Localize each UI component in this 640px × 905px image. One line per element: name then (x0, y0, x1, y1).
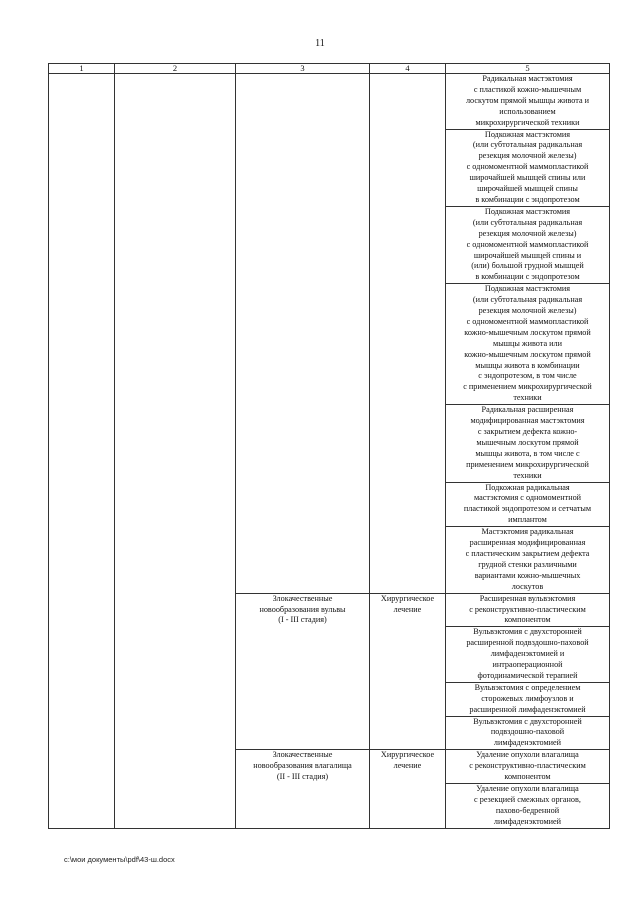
treatment-method-cell: Радикальная расширенная модифицированная мастэктомия с закрытием дефекта кожно- мышечным лоскутом прямой мышцы живота, в том числе с применением микрохирургической техники (446, 405, 610, 482)
page-number: 11 (315, 38, 325, 49)
treatment-method-cell: Мастэктомия радикальная расширенная модифицированная с пластическим закрытием дефекта грудной стенки различными вариантами кожно-мышечных лоскутов (446, 527, 610, 593)
treatment-method-cell: Подкожная мастэктомия (или субтотальная радикальная резекция молочной железы) с одномоментной маммопластикой широчайшей мышцей спины или широчайшей мышцей спины в комбинации с эндопротезом (446, 129, 610, 206)
diagnosis-cell: Злокачественные новообразования вульвы (I - III стадия) (236, 593, 370, 750)
treatment-method-cell: Удаление опухоли влагалища с реконструктивно-пластическим компонентом (446, 750, 610, 784)
column-number-4: 4 (370, 64, 446, 74)
treatment-method-cell: Подкожная радикальная мастэктомия с одномоментной пластикой эндопротезом и сетчатым имплантом (446, 482, 610, 527)
table-row (49, 74, 610, 130)
treatment-method-cell: Вульвэктомия с двухсторонней подвздошно-паховой лимфаденэктомией (446, 716, 610, 750)
column-number-2: 2 (115, 64, 236, 74)
diagnosis-cell: Злокачественные новообразования влагалища (II - III стадия) (236, 750, 370, 828)
treatment-method-cell: Удаление опухоли влагалища с резекцией смежных органов, пахово-бедренной лимфаденэктомией (446, 784, 610, 829)
col2-cell (115, 74, 236, 829)
treatment-method-cell: Подкожная мастэктомия (или субтотальная радикальная резекция молочной железы) с одномоментной маммопластикой кожно-мышечным лоскутом прямой мышцы живота или кожно-мышечным лоскутом прямой мышцы живота в комбинации с эндопротезом, в том числе с применением микрохирургической техники (446, 284, 610, 405)
treatment-method-cell: Вульвэктомия с двухсторонней расширенной подвздошно-паховой лимфаденэктомией и интраоперационной фотодинамической терапией (446, 627, 610, 683)
treatment-type-cell: Хирургическое лечение (370, 750, 446, 828)
treatment-type-cell (370, 74, 446, 594)
column-number-1: 1 (49, 64, 115, 74)
treatment-method-cell: Радикальная мастэктомия с пластикой кожно-мышечным лоскутом прямой мышцы живота и использованием микрохирургической техники (446, 74, 610, 130)
column-number-5: 5 (446, 64, 610, 74)
treatment-method-cell: Вульвэктомия с определением сторожевых лимфоузлов и расширенной лимфаденэктомией (446, 682, 610, 716)
treatment-method-cell: Расширенная вульвэктомия с реконструктивно-пластическим компонентом (446, 593, 610, 627)
procedures-table (48, 63, 610, 829)
table-header-row (49, 64, 610, 74)
file-path-footer: c:\мои документы\pdf\43-ш.docx (64, 855, 175, 864)
treatment-type-cell: Хирургическое лечение (370, 593, 446, 750)
col1-cell (49, 74, 115, 829)
treatment-method-cell: Подкожная мастэктомия (или субтотальная радикальная резекция молочной железы) с одномоментной маммопластикой широчайшей мышцей спины и (или) большой грудной мышцей в комбинации с эндопротезом (446, 206, 610, 283)
column-number-3: 3 (236, 64, 370, 74)
diagnosis-cell (236, 74, 370, 594)
